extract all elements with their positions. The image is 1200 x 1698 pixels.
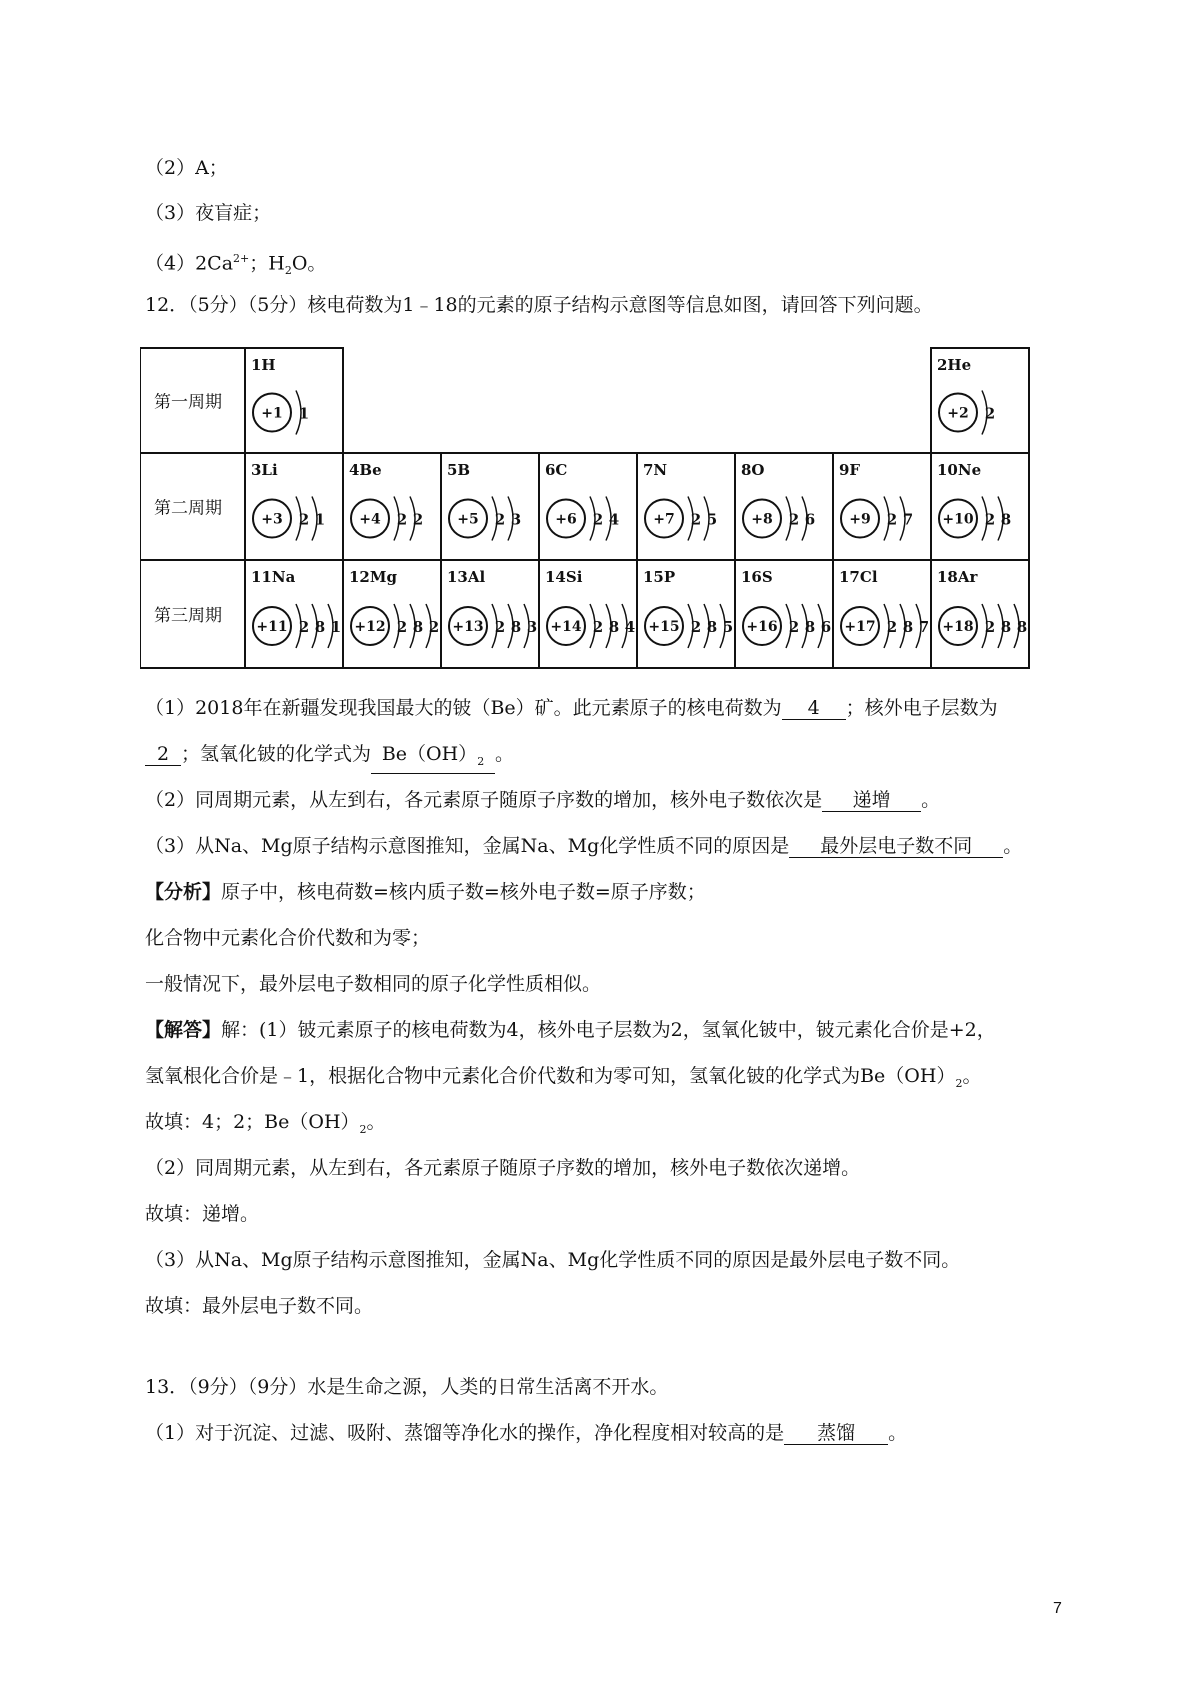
nucleus-charge: +10 xyxy=(942,511,974,528)
answer-blank-formula: $Be(OH)_2$ xyxy=(371,743,495,774)
element-symbol: 18Ar xyxy=(937,568,978,586)
shell-electron-count: 8 xyxy=(412,618,424,636)
shell-electron-count: 2 xyxy=(690,510,702,529)
shell-electron-count: 8 xyxy=(804,618,816,636)
shell-electron-count: 4 xyxy=(608,510,620,529)
shell-electron-count: 8 xyxy=(902,618,914,636)
nucleus-charge: +6 xyxy=(555,511,577,528)
nucleus-charge: +14 xyxy=(550,619,582,635)
answer-blank-shells: 2 xyxy=(145,743,181,766)
shell-electron-count: 8 xyxy=(1000,510,1012,529)
element-symbol: 12Mg xyxy=(349,568,397,586)
nucleus-charge: +18 xyxy=(942,619,974,635)
page-number: 7 xyxy=(1053,1600,1062,1617)
shell-electron-count: 7 xyxy=(902,510,914,529)
nucleus-charge: +2 xyxy=(947,405,969,422)
shell-electron-count: 8 xyxy=(510,618,522,636)
nucleus-charge: +3 xyxy=(261,511,283,528)
element-symbol: 8O xyxy=(741,461,765,479)
shell-electron-count: 2 xyxy=(428,618,440,636)
shell-electron-count: 1 xyxy=(330,618,342,636)
fill-line-1: 故填：4；2；$Be(OH)_2$。 xyxy=(145,1111,386,1136)
q12-part3: （3）从Na、Mg原子结构示意图推知，金属Na、Mg化学性质不同的原因是 最外层电子数不同 。 xyxy=(145,835,1023,857)
shell-electron-count: 2 xyxy=(984,510,996,529)
shell-electron-count: 4 xyxy=(624,618,636,636)
nucleus-charge: +17 xyxy=(844,619,876,635)
element-symbol: 2He xyxy=(937,356,972,374)
shell-electron-count: 2 xyxy=(298,510,310,529)
shell-electron-count: 8 xyxy=(706,618,718,636)
shell-electron-count: 8 xyxy=(314,618,326,636)
nucleus-charge: +5 xyxy=(457,511,479,528)
periodic-table-figure xyxy=(140,340,1070,670)
shell-electron-count: 8 xyxy=(608,618,620,636)
shell-electron-count: 8 xyxy=(1016,618,1028,636)
shell-electron-count: 8 xyxy=(1000,618,1012,636)
fill-line-3: 故填：最外层电子数不同。 xyxy=(145,1295,374,1317)
element-symbol: 16S xyxy=(741,568,773,586)
shell-electron-count: 2 xyxy=(494,618,506,636)
element-symbol: 11Na xyxy=(251,568,296,586)
element-symbol: 6C xyxy=(545,461,568,479)
shell-electron-count: 2 xyxy=(298,618,310,636)
shell-electron-count: 2 xyxy=(396,510,408,529)
q12-part1-line2: 2 ；氢氧化铍的化学式为 $Be(OH)_2$ 。 xyxy=(145,741,514,774)
q12-part1-line1: （1）2018年在新疆发现我国最大的铍（Be）矿。此元素原子的核电荷数为 4 ；核外电子层数为 xyxy=(145,697,998,719)
element-symbol: 4Be xyxy=(349,461,382,479)
row-label: 第一周期 xyxy=(154,392,222,413)
shell-electron-count: 2 xyxy=(690,618,702,636)
answer-blank-trend: 递增 xyxy=(822,789,921,812)
shell-electron-count: 2 xyxy=(788,618,800,636)
element-symbol: 13Al xyxy=(447,568,486,586)
answer-line-4: $(4)2Ca^{2+}$；$H_2O$。 xyxy=(145,252,327,278)
solution-line-3: （2）同周期元素，从左到右，各元素原子随原子序数的增加，核外电子数依次递增。 xyxy=(145,1157,861,1179)
element-symbol: 1H xyxy=(251,356,276,374)
element-symbol: 3Li xyxy=(251,461,278,479)
shell-electron-count: 6 xyxy=(804,510,816,529)
element-symbol: 7N xyxy=(643,461,668,479)
shell-electron-count: 2 xyxy=(494,510,506,529)
element-symbol: 15P xyxy=(643,568,676,586)
shell-electron-count: 5 xyxy=(722,618,734,636)
nucleus-charge: +7 xyxy=(653,511,675,528)
question-12-title: 12．（5分）（5分）核电荷数为1﹣18的元素的原子结构示意图等信息如图，请回答下列问题。 xyxy=(145,294,933,316)
q12-part2: （2）同周期元素，从左到右，各元素原子随原子序数的增加，核外电子数依次是 递增 。 xyxy=(145,789,941,811)
shell-electron-count: 6 xyxy=(820,618,832,636)
answer-blank-charge: 4 xyxy=(782,697,846,720)
analysis-line-1: 【分析】原子中，核电荷数=核内质子数=核外电子数=原子序数； xyxy=(145,881,706,903)
nucleus-charge: +12 xyxy=(354,619,386,635)
shell-electron-count: 2 xyxy=(788,510,800,529)
analysis-line-2: 化合物中元素化合价代数和为零； xyxy=(145,927,431,949)
answer-blank-purification: 蒸馏 xyxy=(784,1422,888,1445)
row-label: 第二周期 xyxy=(154,498,222,519)
shell-electron-count: 2 xyxy=(984,404,996,423)
answer-line-3: （3）夜盲症； xyxy=(145,202,272,224)
element-symbol: 9F xyxy=(839,461,861,479)
element-symbol: 14Si xyxy=(545,568,583,586)
shell-electron-count: 3 xyxy=(510,510,522,529)
nucleus-charge: +1 xyxy=(261,405,283,422)
answer-blank-reason: 最外层电子数不同 xyxy=(789,835,1003,858)
solution-line-4: （3）从Na、Mg原子结构示意图推知，金属Na、Mg化学性质不同的原因是最外层电子数不同。 xyxy=(145,1249,961,1271)
answer-line-2: （2）A； xyxy=(145,157,228,179)
shell-electron-count: 7 xyxy=(918,618,930,636)
fill-line-2: 故填：递增。 xyxy=(145,1203,260,1225)
shell-electron-count: 2 xyxy=(592,618,604,636)
nucleus-charge: +15 xyxy=(648,619,680,635)
shell-electron-count: 1 xyxy=(298,404,310,423)
nucleus-charge: +13 xyxy=(452,619,484,635)
nucleus-charge: +4 xyxy=(359,511,381,528)
shell-electron-count: 2 xyxy=(412,510,424,529)
nucleus-charge: +16 xyxy=(746,619,778,635)
solution-line-2: 氢氧根化合价是﹣1，根据化合物中元素化合价代数和为零可知，氢氧化铍的化学式为$Be(OH)_2$。 xyxy=(145,1065,982,1090)
shell-electron-count: 2 xyxy=(396,618,408,636)
element-symbol: 10Ne xyxy=(937,461,982,479)
element-symbol: 17Cl xyxy=(839,568,878,586)
shell-electron-count: 2 xyxy=(984,618,996,636)
shell-electron-count: 3 xyxy=(526,618,538,636)
shell-electron-count: 1 xyxy=(314,510,326,529)
shell-electron-count: 5 xyxy=(706,510,718,529)
shell-electron-count: 2 xyxy=(592,510,604,529)
row-label: 第三周期 xyxy=(154,606,222,626)
question-13-title: 13．（9分）（9分）水是生命之源，人类的日常生活离不开水。 xyxy=(145,1376,669,1398)
analysis-line-3: 一般情况下，最外层电子数相同的原子化学性质相似。 xyxy=(145,973,602,995)
nucleus-charge: +8 xyxy=(751,511,773,528)
solution-line-1: 【解答】解：(1）铍元素原子的核电荷数为4，核外电子层数为2，氢氧化铍中，铍元素化合价是+2， xyxy=(145,1019,996,1041)
nucleus-charge: +11 xyxy=(256,619,288,635)
shell-electron-count: 2 xyxy=(886,618,898,636)
shell-electron-count: 2 xyxy=(886,510,898,529)
q13-part1: （1）对于沉淀、过滤、吸附、蒸馏等净化水的操作，净化程度相对较高的是 蒸馏 。 xyxy=(145,1422,908,1444)
element-symbol: 5B xyxy=(447,461,471,479)
nucleus-charge: +9 xyxy=(849,511,871,528)
